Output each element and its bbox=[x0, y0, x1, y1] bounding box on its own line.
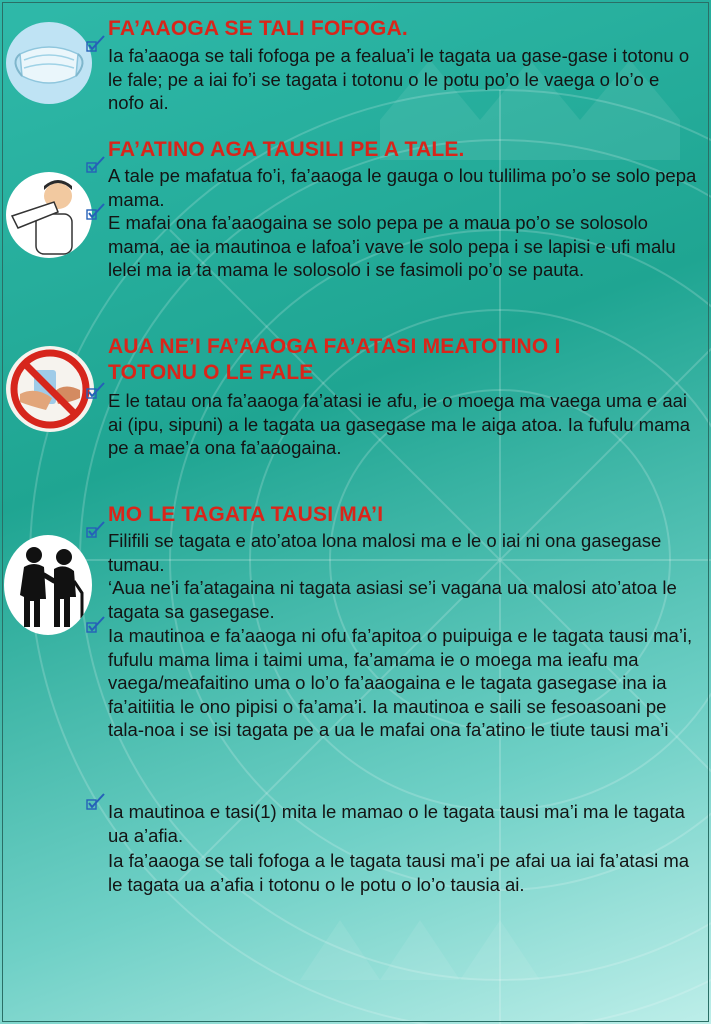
section-heading: AUA NE’I FA’AAOGA FA’ATASI MEATOTINO I TOTONU O LE FALE bbox=[108, 335, 561, 384]
no-sharing-utensils-icon bbox=[6, 346, 94, 432]
checkbox-check-icon bbox=[86, 381, 106, 399]
section-heading: FA’ATINO AGA TAUSILI PE A TALE. bbox=[108, 138, 465, 161]
checkbox-check-icon bbox=[86, 155, 106, 173]
section-heading: FA’AAOGA SE TALI FOFOGA. bbox=[108, 17, 408, 40]
paragraph: Ia fa’aaoga se tali fofoga a le tagata tausi ma’i pe afai ua iai fa’atasi ma le tagata ua a’afia i totonu o le potu o lo’o tausia ai. bbox=[108, 850, 690, 895]
caregiver-icon bbox=[4, 535, 92, 635]
checkbox-check-icon bbox=[86, 615, 106, 633]
face-mask-icon bbox=[6, 22, 92, 104]
checkbox-check-icon bbox=[86, 202, 106, 220]
paragraph: Ia mautinoa e tasi(1) mita le mamao o le tagata tausi ma’i ma le tagata ua a’afia. bbox=[108, 801, 685, 846]
paragraph: Filifili se tagata e ato’atoa lona malosi ma e le o iai ni ona gasegase tumau. bbox=[108, 530, 662, 575]
sneeze-into-elbow-icon bbox=[6, 172, 92, 258]
paragraph: E mafai ona fa’aaogaina se solo pepa pe a maua po’o se solosolo mama, ae ia mautinoa e lafoa’i vave le solo pepa i se lapisi e ufi malu lelei ma ia ta mama le solosolo i se fasimoli po’o se pauta. bbox=[108, 212, 676, 280]
paragraph: E le tatau ona fa’aaoga fa’atasi ie afu, ie o moega ma vaega uma e aai ai (ipu, sipuni) a le tagata ua gasegase ma le aiga atoa. Ia fufulu mama pe a mae’a ona fa’aaogaina. bbox=[108, 390, 691, 458]
checkbox-check-icon bbox=[86, 792, 106, 810]
section-heading: MO LE TAGATA TAUSI MA’I bbox=[108, 503, 384, 526]
paragraph: Ia fa’aaoga se tali fofoga pe a fealua’i le tagata ua gase-gase i totonu o le fale; pe a iai fo’i se tagata i totonu o le potu po’o le vaega o lo’o e nofo ai. bbox=[108, 45, 690, 113]
paragraph: ‘Aua ne’i fa’atagaina ni tagata asiasi se’i vagana ua malosi ato’atoa le tagata sa gasegase. bbox=[108, 577, 677, 622]
checkbox-check-icon bbox=[86, 34, 106, 52]
checkbox-check-icon bbox=[86, 520, 106, 538]
paragraph: A tale pe mafatua fo’i, fa’aaoga le gauga o lou tulilima po’o se solo pepa mama. bbox=[108, 165, 697, 210]
paragraph: Ia mautinoa e fa’aaoga ni ofu fa’apitoa o puipuiga e le tagata tausi ma’i, fufulu mama lima i taimi uma, fa’amama ie o moega ma ieafu ma vaega/meafaitino uma o lo’o fa’aaogaina e le tagata gasegase ina ia fa’aitiitia le ono pipisi o fa’ama’i. Ia mautinoa e saili se fesoasoani pe tala-noa i se isi tagata pe a ua le mafai ona fa’atino le tiute tausi ma’i bbox=[108, 625, 693, 740]
